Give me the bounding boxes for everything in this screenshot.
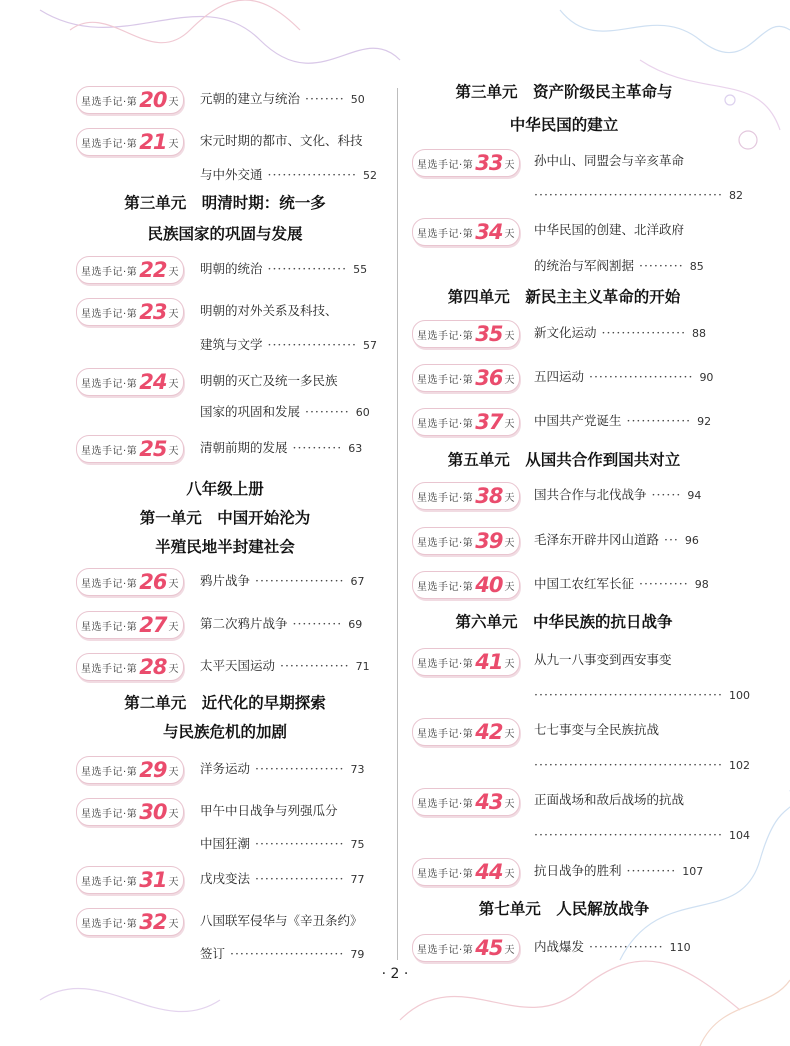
badge-prefix: 星选手记·第 (81, 663, 138, 675)
badge-prefix: 星选手记·第 (81, 766, 138, 778)
badge-suffix: 天 (504, 374, 515, 386)
badge-day-number: 27 (139, 613, 167, 637)
badge-day-number: 43 (475, 790, 503, 814)
badge-day-number: 29 (139, 758, 167, 782)
unit-heading: 第三单元 资产阶级民主革命与 (455, 83, 673, 101)
badge-prefix: 星选手记·第 (81, 138, 138, 150)
entry-title-line-2: ······································ 82 (534, 187, 743, 202)
badge-prefix: 星选手记·第 (81, 445, 138, 457)
badge-prefix: 星选手记·第 (81, 266, 138, 278)
badge-day-number: 35 (475, 322, 503, 346)
entry-title: 毛泽东开辟井冈山道路 (534, 532, 660, 547)
entry-page: 52 (363, 169, 378, 182)
entry-page: 55 (353, 263, 368, 276)
badge-prefix: 星选手记·第 (417, 868, 474, 880)
entry-title-cont: 国家的巩固和发展 (200, 404, 301, 419)
entry-title-line: 正面战场和敌后战场的抗战 (534, 792, 685, 807)
badge-suffix: 天 (504, 418, 515, 430)
entry-title-line: 鸦片战争 ·················· 67 (200, 573, 365, 588)
badge-day-number: 20 (139, 88, 167, 112)
badge-prefix: 星选手记·第 (81, 378, 138, 390)
badge-suffix: 天 (168, 663, 179, 675)
badge-suffix: 天 (168, 578, 179, 590)
badge-day-number: 38 (475, 484, 503, 508)
day-badge (76, 568, 184, 596)
entry-title: 五四运动 (534, 369, 585, 384)
badge-day-number: 26 (139, 570, 167, 594)
badge-suffix: 天 (504, 798, 515, 810)
column-divider (397, 88, 398, 960)
entry-title-line: 明朝的统治 ················ 55 (200, 261, 368, 276)
badge-prefix: 星选手记·第 (417, 798, 474, 810)
badge-day-number: 40 (475, 573, 503, 597)
day-badge (76, 368, 184, 396)
unit-heading-cont: 半殖民地半封建社会 (155, 538, 295, 556)
entry-title-line-2: 建筑与文学 ·················· 57 (200, 337, 378, 352)
badge-suffix: 天 (504, 228, 515, 240)
badge-suffix: 天 (504, 537, 515, 549)
badge-day-number: 30 (139, 800, 167, 824)
entry-page: 104 (729, 829, 750, 842)
day-badge (412, 408, 520, 436)
badge-prefix: 星选手记·第 (417, 728, 474, 740)
badge-prefix: 星选手记·第 (417, 418, 474, 430)
day-badge (412, 527, 520, 555)
entry-title: 内战爆发 (534, 939, 585, 954)
day-badge (412, 858, 520, 886)
entry-page: 82 (729, 189, 743, 202)
day-badge (76, 86, 184, 114)
badge-day-number: 34 (475, 220, 503, 244)
entry-title: 鸦片战争 (200, 573, 251, 588)
badge-suffix: 天 (168, 266, 179, 278)
entry-title: 清朝前期的发展 (200, 440, 288, 455)
badge-suffix: 天 (504, 728, 515, 740)
badge-suffix: 天 (168, 445, 179, 457)
entry-title-line: 洋务运动 ·················· 73 (200, 761, 365, 776)
day-badge (76, 256, 184, 284)
badge-suffix: 天 (504, 944, 515, 956)
entry-title: 太平天国运动 (200, 658, 276, 673)
entry-title: 洋务运动 (200, 761, 251, 776)
entry-page: 90 (699, 371, 714, 384)
badge-prefix: 星选手记·第 (417, 658, 474, 670)
badge-day-number: 45 (475, 936, 503, 960)
badge-prefix: 星选手记·第 (81, 578, 138, 590)
day-badge (412, 320, 520, 348)
unit-heading-cont: 民族国家的巩固与发展 (147, 225, 303, 243)
entry-page: 77 (350, 873, 365, 886)
entry-page: 57 (363, 339, 378, 352)
day-badge (412, 648, 520, 676)
unit-heading-cont: 与民族危机的加剧 (162, 723, 287, 741)
day-badge (412, 149, 520, 177)
entry-title-line-2: 与中外交通 ·················· 52 (200, 167, 378, 182)
entry-title-line: 中国共产党诞生 ············· 92 (534, 413, 712, 428)
entry-title-line-2: ······································ 104 (534, 827, 750, 842)
entry-title-line: 明朝的灭亡及统一多民族 (200, 373, 338, 388)
day-badge (412, 218, 520, 246)
badge-suffix: 天 (504, 330, 515, 342)
badge-day-number: 41 (475, 650, 503, 674)
entry-page: 75 (350, 838, 365, 851)
badge-suffix: 天 (168, 308, 179, 320)
entry-page: 102 (729, 759, 750, 772)
badge-prefix: 星选手记·第 (417, 537, 474, 549)
entry-title-line: 五四运动 ····················· 90 (534, 369, 714, 384)
unit-heading: 第四单元 新民主主义革命的开始 (447, 288, 681, 306)
entry-page: 79 (350, 948, 365, 961)
badge-suffix: 天 (168, 138, 179, 150)
badge-suffix: 天 (168, 378, 179, 390)
entry-title-line: 抗日战争的胜利 ·········· 107 (534, 863, 704, 878)
badge-prefix: 星选手记·第 (81, 96, 138, 108)
entry-title-line: 宋元时期的都市、文化、科技 (200, 133, 363, 148)
badge-suffix: 天 (504, 581, 515, 593)
entry-title: 新文化运动 (534, 325, 597, 340)
entry-title-line: 毛泽东开辟井冈山道路 ··· 96 (534, 532, 699, 547)
day-badge (76, 866, 184, 894)
entry-title: 元朝的建立与统治 (200, 91, 301, 106)
day-badge (76, 128, 184, 156)
badge-day-number: 23 (139, 300, 167, 324)
badge-suffix: 天 (504, 159, 515, 171)
day-badge (76, 908, 184, 936)
entry-title: 戊戌变法 (200, 871, 251, 886)
entry-page: 110 (669, 941, 691, 954)
entry-page: 73 (350, 763, 365, 776)
badge-day-number: 37 (475, 410, 503, 434)
badge-prefix: 星选手记·第 (81, 308, 138, 320)
entry-title-line: 明朝的对外关系及科技、 (200, 303, 338, 318)
badge-day-number: 32 (139, 910, 167, 934)
entry-title-cont: 的统治与军阀割据 (534, 258, 635, 273)
unit-heading: 第五单元 从国共合作到国共对立 (447, 451, 681, 469)
entry-title: 国共合作与北伐战争 (534, 487, 647, 502)
entry-title-line: 第二次鸦片战争 ·········· 69 (200, 616, 363, 631)
entry-page: 71 (355, 660, 370, 673)
badge-suffix: 天 (168, 808, 179, 820)
badge-suffix: 天 (504, 868, 515, 880)
unit-heading: 第七单元 人民解放战争 (478, 900, 650, 918)
badge-suffix: 天 (168, 766, 179, 778)
entry-title: 中国工农红军长征 (534, 576, 635, 591)
entry-title-line: 新文化运动 ················· 88 (534, 325, 707, 340)
badge-day-number: 21 (139, 130, 167, 154)
entry-title-line: 内战爆发 ··············· 110 (534, 939, 691, 954)
badge-suffix: 天 (504, 492, 515, 504)
day-badge (412, 364, 520, 392)
entry-title-line-2: 签订 ······················· 79 (200, 946, 365, 961)
unit-heading: 第二单元 近代化的早期探索 (124, 694, 326, 712)
entry-title-line-2: ······································ 102 (534, 757, 750, 772)
entry-title: 明朝的统治 (200, 261, 263, 276)
entry-title-line: 中国工农红军长征 ·········· 98 (534, 576, 709, 591)
unit-heading-cont: 中华民国的建立 (509, 116, 619, 134)
badge-prefix: 星选手记·第 (417, 944, 474, 956)
entry-title-line: 元朝的建立与统治 ········ 50 (200, 91, 365, 106)
entry-title: 中国共产党诞生 (534, 413, 622, 428)
entry-title-line: 戊戌变法 ·················· 77 (200, 871, 365, 886)
day-badge (412, 934, 520, 962)
day-badge (412, 788, 520, 816)
day-badge (76, 798, 184, 826)
badge-suffix: 天 (504, 658, 515, 670)
entry-page: 92 (697, 415, 712, 428)
badge-day-number: 24 (139, 370, 167, 394)
badge-prefix: 星选手记·第 (81, 808, 138, 820)
entry-title-cont: 与中外交通 (200, 167, 263, 182)
badge-suffix: 天 (168, 96, 179, 108)
unit-heading: 第一单元 中国开始沦为 (139, 509, 311, 527)
entry-title-line-2: ······································ 100 (534, 687, 750, 702)
entry-page: 96 (684, 534, 699, 547)
day-badge (76, 611, 184, 639)
badge-day-number: 36 (475, 366, 503, 390)
entry-title-line: 中华民国的创建、北洋政府 (534, 222, 685, 237)
badge-suffix: 天 (168, 876, 179, 888)
entry-page: 107 (682, 865, 704, 878)
day-badge (412, 571, 520, 599)
badge-day-number: 28 (139, 655, 167, 679)
unit-heading: 第三单元 明清时期：统一多 (124, 194, 326, 212)
entry-page: 60 (355, 406, 370, 419)
entry-title-line: 七七事变与全民族抗战 (534, 722, 660, 737)
badge-prefix: 星选手记·第 (417, 330, 474, 342)
badge-day-number: 22 (139, 258, 167, 282)
entry-page: 85 (689, 260, 704, 273)
entry-title: 抗日战争的胜利 (534, 863, 622, 878)
entry-page: 63 (348, 442, 363, 455)
entry-page: 100 (729, 689, 750, 702)
day-badge (76, 756, 184, 784)
entry-title-line: 国共合作与北伐战争 ······ 94 (534, 487, 702, 502)
badge-day-number: 42 (475, 720, 503, 744)
badge-prefix: 星选手记·第 (417, 581, 474, 593)
badge-prefix: 星选手记·第 (417, 492, 474, 504)
entry-title-line: 从九一八事变到西安事变 (534, 652, 672, 667)
badge-prefix: 星选手记·第 (81, 918, 138, 930)
entry-title-line-2: 中国狂潮 ·················· 75 (200, 836, 365, 851)
badge-day-number: 31 (139, 868, 167, 892)
badge-day-number: 33 (475, 151, 503, 175)
badge-suffix: 天 (168, 918, 179, 930)
entry-page: 69 (348, 618, 363, 631)
badge-prefix: 星选手记·第 (81, 876, 138, 888)
badge-prefix: 星选手记·第 (417, 374, 474, 386)
entry-page: 94 (687, 489, 702, 502)
badge-prefix: 星选手记·第 (81, 621, 138, 633)
entry-title-line: 八国联军侵华与《辛丑条约》 (200, 913, 363, 928)
day-badge (76, 653, 184, 681)
badge-day-number: 44 (475, 860, 503, 884)
entry-page: 88 (692, 327, 707, 340)
grade-heading: 八年级上册 (186, 480, 264, 498)
day-badge (76, 435, 184, 463)
badge-prefix: 星选手记·第 (417, 159, 474, 171)
entry-title-line: 甲午中日战争与列强瓜分 (200, 803, 338, 818)
entry-title-line: 太平天国运动 ·············· 71 (200, 658, 370, 673)
day-badge (412, 482, 520, 510)
entry-title-cont: 建筑与文学 (200, 337, 263, 352)
badge-day-number: 39 (475, 529, 503, 553)
entry-title-line: 清朝前期的发展 ·········· 63 (200, 440, 363, 455)
entry-title-line-2: 国家的巩固和发展 ········· 60 (200, 404, 370, 419)
unit-heading: 第六单元 中华民族的抗日战争 (455, 613, 673, 631)
entry-page: 67 (350, 575, 365, 588)
entry-title-cont: 中国狂潮 (200, 836, 251, 851)
day-badge (76, 298, 184, 326)
entry-page: 50 (350, 93, 365, 106)
entry-title-cont: 签订 (200, 946, 226, 961)
badge-day-number: 25 (139, 437, 167, 461)
entry-title-line: 孙中山、同盟会与辛亥革命 (534, 153, 685, 168)
entry-page: 98 (694, 578, 709, 591)
badge-suffix: 天 (168, 621, 179, 633)
badge-prefix: 星选手记·第 (417, 228, 474, 240)
day-badge (412, 718, 520, 746)
entry-title: 第二次鸦片战争 (200, 616, 288, 631)
entry-title-line-2: 的统治与军阀割据 ········· 85 (534, 258, 704, 273)
page-number: · 2 · (381, 966, 409, 982)
